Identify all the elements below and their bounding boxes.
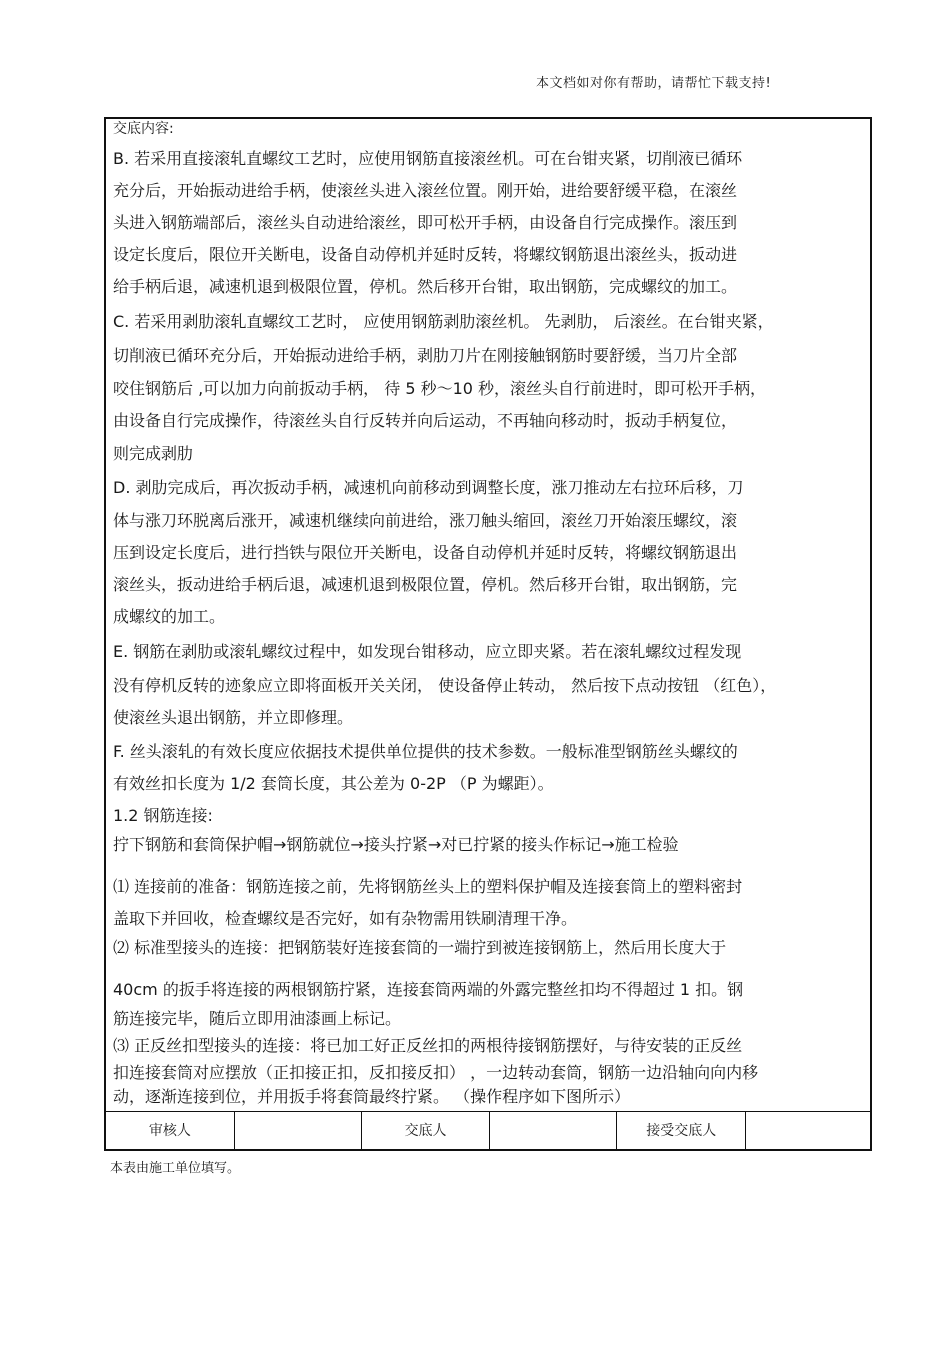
content-line: 头进入钢筋端部后，滚丝头自动进给滚丝，即可松开手柄，由设备自行完成操作。滚压到 xyxy=(113,213,738,232)
disclosure-content xyxy=(106,119,870,1112)
reviewer-field[interactable] xyxy=(235,1111,362,1149)
content-line: 使滚丝头退出钢筋，并立即修理。 xyxy=(113,708,354,727)
reviewer-label: 审核人 xyxy=(106,1111,235,1149)
content-line: 1.2 钢筋连接: xyxy=(113,806,213,825)
content-line: ⑵ 标准型接头的连接：把钢筋装好连接套筒的一端拧到被连接钢筋上，然后用长度大于 xyxy=(113,938,727,957)
content-line: F. 丝头滚轧的有效长度应依据技术提供单位提供的技术参数。一般标准型钢筋丝头螺纹的 xyxy=(113,742,738,761)
footer-note: 本表由施工单位填写。 xyxy=(110,1161,241,1176)
header-note: 本文档如对你有帮助，请帮忙下载支持! xyxy=(536,76,772,91)
signature-row xyxy=(106,1111,870,1149)
content-line: 切削液已循环充分后，开始振动进给手柄，剥肋刀片在刚接触钢筋时要舒缓，当刀片全部 xyxy=(113,346,738,365)
content-line: 盖取下并回收，检查螺纹是否完好，如有杂物需用铁刷清理干净。 xyxy=(113,909,578,928)
content-line: 扣连接套筒对应摆放（正扣接正扣，反扣接反扣） ，一边转动套筒，钢筋一边沿轴向向内移 xyxy=(113,1063,759,1082)
receiver-field[interactable] xyxy=(746,1111,870,1149)
content-line: 咬住钢筋后 ,可以加力向前扳动手柄， 待 5 秒～10 秒，滚丝头自行前进时，即可松开手柄， xyxy=(113,379,767,398)
content-line: B. 若采用直接滚轧直螺纹工艺时，应使用钢筋直接滚丝机。可在台钳夹紧，切削液已循环 xyxy=(113,149,743,168)
content-line: 筋连接完毕，随后立即用油漆画上标记。 xyxy=(113,1009,402,1028)
content-line: 交底内容: xyxy=(113,121,174,137)
content-line: 设定长度后，限位开关断电，设备自动停机并延时反转，将螺纹钢筋退出滚丝头，扳动进 xyxy=(113,245,738,264)
content-line: E. 钢筋在剥肋或滚轧螺纹过程中，如发现台钳移动，应立即夹紧。若在滚轧螺纹过程发现 xyxy=(113,642,742,661)
content-line: ⑶ 正反丝扣型接头的连接：将已加工好正反丝扣的两根待接钢筋摆好，与待安装的正反丝 xyxy=(113,1036,743,1055)
content-line: 拧下钢筋和套筒保护帽→钢筋就位→接头拧紧→对已拧紧的接头作标记→施工检验 xyxy=(113,835,679,854)
content-line: 体与涨刀环脱离后涨开，减速机继续向前进给，涨刀触头缩回，滚丝刀开始滚压螺纹，滚 xyxy=(113,511,738,530)
content-line: 给手柄后退，减速机退到极限位置，停机。然后移开台钳，取出钢筋，完成螺纹的加工。 xyxy=(113,277,738,296)
content-line: C. 若采用剥肋滚轧直螺纹工艺时， 应使用钢筋剥肋滚丝机。 先剥肋， 后滚丝。在台钳夹紧， xyxy=(113,312,774,331)
discloser-label: 交底人 xyxy=(362,1111,491,1149)
discloser-field[interactable] xyxy=(490,1111,617,1149)
content-line: 由设备自行完成操作，待滚丝头自行反转并向后运动，不再轴向移动时，扳动手柄复位， xyxy=(113,411,738,430)
content-line: ⑴ 连接前的准备：钢筋连接之前，先将钢筋丝头上的塑料保护帽及连接套筒上的塑料密封 xyxy=(113,877,743,896)
content-line: 动，逐渐连接到位，并用扳手将套筒最终拧紧。 （操作程序如下图所示） xyxy=(113,1087,631,1106)
content-line: 成螺纹的加工。 xyxy=(113,607,226,626)
disclosure-form xyxy=(104,117,872,1151)
content-line: 压到设定长度后，进行挡铁与限位开关断电，设备自动停机并延时反转，将螺纹钢筋退出 xyxy=(113,543,738,562)
content-line: 有效丝扣长度为 1/2 套筒长度，其公差为 0-2P （P 为螺距）。 xyxy=(113,774,554,793)
content-line: D. 剥肋完成后，再次扳动手柄，减速机向前移动到调整长度，涨刀推动左右拉环后移，刀 xyxy=(113,478,744,497)
content-line: 40cm 的扳手将连接的两根钢筋拧紧，连接套筒两端的外露完整丝扣均不得超过 1 扣。钢 xyxy=(113,980,744,999)
content-line: 没有停机反转的迹象应立即将面板开关关闭， 使设备停止转动， 然后按下点动按钮 （红色）， xyxy=(113,676,777,695)
content-line: 则完成剥肋 xyxy=(113,444,194,463)
content-line: 充分后，开始振动进给手柄，使滚丝头进入滚丝位置。刚开始，进给要舒缓平稳，在滚丝 xyxy=(113,181,738,200)
content-line: 滚丝头，扳动进给手柄后退，减速机退到极限位置，停机。然后移开台钳，取出钢筋，完 xyxy=(113,575,738,594)
receiver-label: 接受交底人 xyxy=(617,1111,746,1149)
